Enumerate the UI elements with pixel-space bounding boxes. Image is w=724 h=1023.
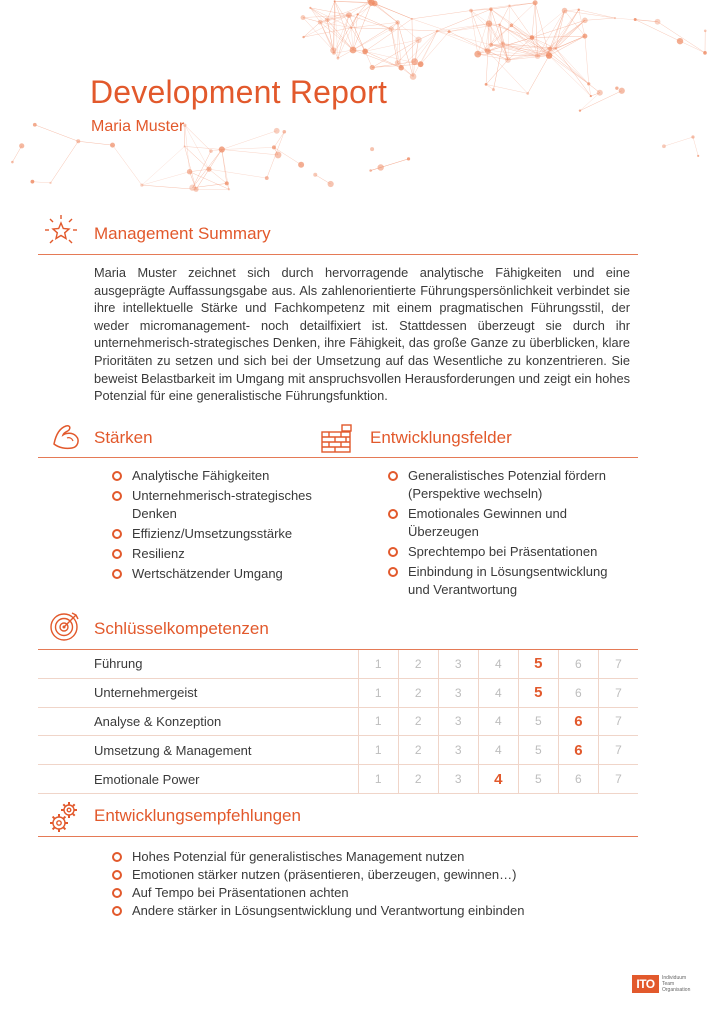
divider bbox=[38, 254, 638, 255]
score-option: 4 bbox=[478, 678, 518, 707]
score-option: 6 bbox=[558, 765, 598, 794]
score-option: 7 bbox=[598, 678, 638, 707]
list-item: Resilienz bbox=[112, 545, 312, 563]
strengths-list bbox=[112, 467, 312, 585]
section-title-strengths: Stärken bbox=[94, 428, 153, 447]
list-item: Einbindung in Lösungsentwicklung und Verantwortung bbox=[388, 563, 628, 599]
list-item: Generalistisches Potenzial fördern (Perspektive wechseln) bbox=[388, 467, 628, 503]
bullet-icon bbox=[388, 567, 398, 577]
score-option: 3 bbox=[438, 707, 478, 736]
page-subtitle: Maria Muster bbox=[91, 118, 185, 135]
score-option: 3 bbox=[438, 678, 478, 707]
score-option: 1 bbox=[358, 678, 398, 707]
score-option: 3 bbox=[438, 765, 478, 794]
bullet-icon bbox=[112, 906, 122, 916]
competency-name: Umsetzung & Management bbox=[38, 736, 358, 765]
flexed-arm-icon bbox=[50, 420, 84, 454]
competency-table bbox=[38, 649, 638, 794]
bullet-icon bbox=[112, 870, 122, 880]
score-option: 4 bbox=[478, 707, 518, 736]
section-title-summary: Management Summary bbox=[94, 224, 271, 243]
score-selected: 6 bbox=[558, 736, 598, 765]
bullet-icon bbox=[112, 852, 122, 862]
score-selected: 4 bbox=[478, 765, 518, 794]
page-title: Development Report bbox=[90, 74, 388, 110]
competency-name: Unternehmergeist bbox=[38, 678, 358, 707]
recommendations-list bbox=[112, 848, 632, 920]
competency-row bbox=[38, 765, 638, 794]
score-option: 7 bbox=[598, 736, 638, 765]
score-option: 2 bbox=[398, 765, 438, 794]
score-option: 2 bbox=[398, 707, 438, 736]
section-title-competencies: Schlüsselkompetenzen bbox=[94, 619, 269, 638]
score-selected: 5 bbox=[518, 678, 558, 707]
section-title-development-areas: Entwicklungsfelder bbox=[370, 428, 512, 447]
bullet-icon bbox=[112, 491, 122, 501]
score-option: 2 bbox=[398, 650, 438, 679]
bullet-icon bbox=[388, 547, 398, 557]
target-icon bbox=[48, 609, 82, 643]
section-title-recommendations: Entwicklungsempfehlungen bbox=[94, 806, 301, 825]
score-selected: 6 bbox=[558, 707, 598, 736]
competency-row bbox=[38, 707, 638, 736]
score-option: 4 bbox=[478, 650, 518, 679]
bullet-icon bbox=[112, 529, 122, 539]
list-item: Auf Tempo bei Präsentationen achten bbox=[112, 884, 632, 902]
competency-row bbox=[38, 736, 638, 765]
bullet-icon bbox=[112, 569, 122, 579]
competency-name: Führung bbox=[38, 650, 358, 679]
bullet-icon bbox=[388, 509, 398, 519]
list-item: Effizienz/Umsetzungsstärke bbox=[112, 525, 312, 543]
score-option: 3 bbox=[438, 736, 478, 765]
score-option: 2 bbox=[398, 736, 438, 765]
score-option: 1 bbox=[358, 765, 398, 794]
score-option: 1 bbox=[358, 736, 398, 765]
score-selected: 5 bbox=[518, 650, 558, 679]
competency-name: Analyse & Konzeption bbox=[38, 707, 358, 736]
bullet-icon bbox=[112, 471, 122, 481]
score-option: 5 bbox=[518, 765, 558, 794]
score-option: 5 bbox=[518, 707, 558, 736]
development-areas-list bbox=[388, 467, 628, 601]
list-item: Hohes Potenzial für generalistisches Management nutzen bbox=[112, 848, 632, 866]
score-option: 2 bbox=[398, 678, 438, 707]
score-option: 6 bbox=[558, 678, 598, 707]
list-item: Emotionales Gewinnen und Überzeugen bbox=[388, 505, 628, 541]
score-option: 5 bbox=[518, 736, 558, 765]
list-item: Sprechtempo bei Präsentationen bbox=[388, 543, 628, 561]
competency-row bbox=[38, 678, 638, 707]
list-item: Wertschätzender Umgang bbox=[112, 565, 312, 583]
score-option: 6 bbox=[558, 650, 598, 679]
score-option: 7 bbox=[598, 707, 638, 736]
list-item: Andere stärker in Lösungsentwicklung und Verantwortung einbinden bbox=[112, 902, 632, 920]
star-burst-icon bbox=[44, 214, 78, 248]
bullet-icon bbox=[112, 888, 122, 898]
score-option: 7 bbox=[598, 765, 638, 794]
divider bbox=[38, 457, 638, 458]
list-item: Unternehmerisch-strategisches Denken bbox=[112, 487, 312, 523]
logo-mark: ITO bbox=[632, 975, 659, 993]
logo-text: Individuum Team Organisation bbox=[662, 975, 691, 993]
gears-icon bbox=[48, 800, 82, 834]
brick-wall-icon bbox=[320, 422, 354, 456]
bullet-icon bbox=[112, 549, 122, 559]
bullet-icon bbox=[388, 471, 398, 481]
list-item: Emotionen stärker nutzen (präsentieren, überzeugen, gewinnen…) bbox=[112, 866, 632, 884]
score-option: 1 bbox=[358, 707, 398, 736]
list-item: Analytische Fähigkeiten bbox=[112, 467, 312, 485]
score-option: 3 bbox=[438, 650, 478, 679]
competency-name: Emotionale Power bbox=[38, 765, 358, 794]
divider bbox=[38, 836, 638, 837]
competency-row bbox=[38, 650, 638, 679]
summary-text: Maria Muster zeichnet sich durch hervorragende analytische Fähigkeiten und eine ausgeprägte Auffassungsgabe aus. Als zahlenorientierte Führungspersönlichkeit verbindet sie ihre intellektuelle Stärke und Fachkompetenz mit einem pragmatischen Führungsstil, der weder micromanagement- noch detailfixiert ist. Stattdessen überzeugt sie durch ihr unternehmerisch-strategisches Denken, ihre Fähigkeit, das große Ganze zu überblicken, klare Prioritäten zu setzen und sich bei der Umsetzung auf das Wesentliche zu konzentrieren. Sie beweist Belastbarkeit im Umgang mit anspruchsvollen Herausforderungen und zeigt ein hohes Potenzial für eine generalistische Führungsfunktion. bbox=[94, 265, 630, 404]
score-option: 4 bbox=[478, 736, 518, 765]
score-option: 7 bbox=[598, 650, 638, 679]
score-option: 1 bbox=[358, 650, 398, 679]
